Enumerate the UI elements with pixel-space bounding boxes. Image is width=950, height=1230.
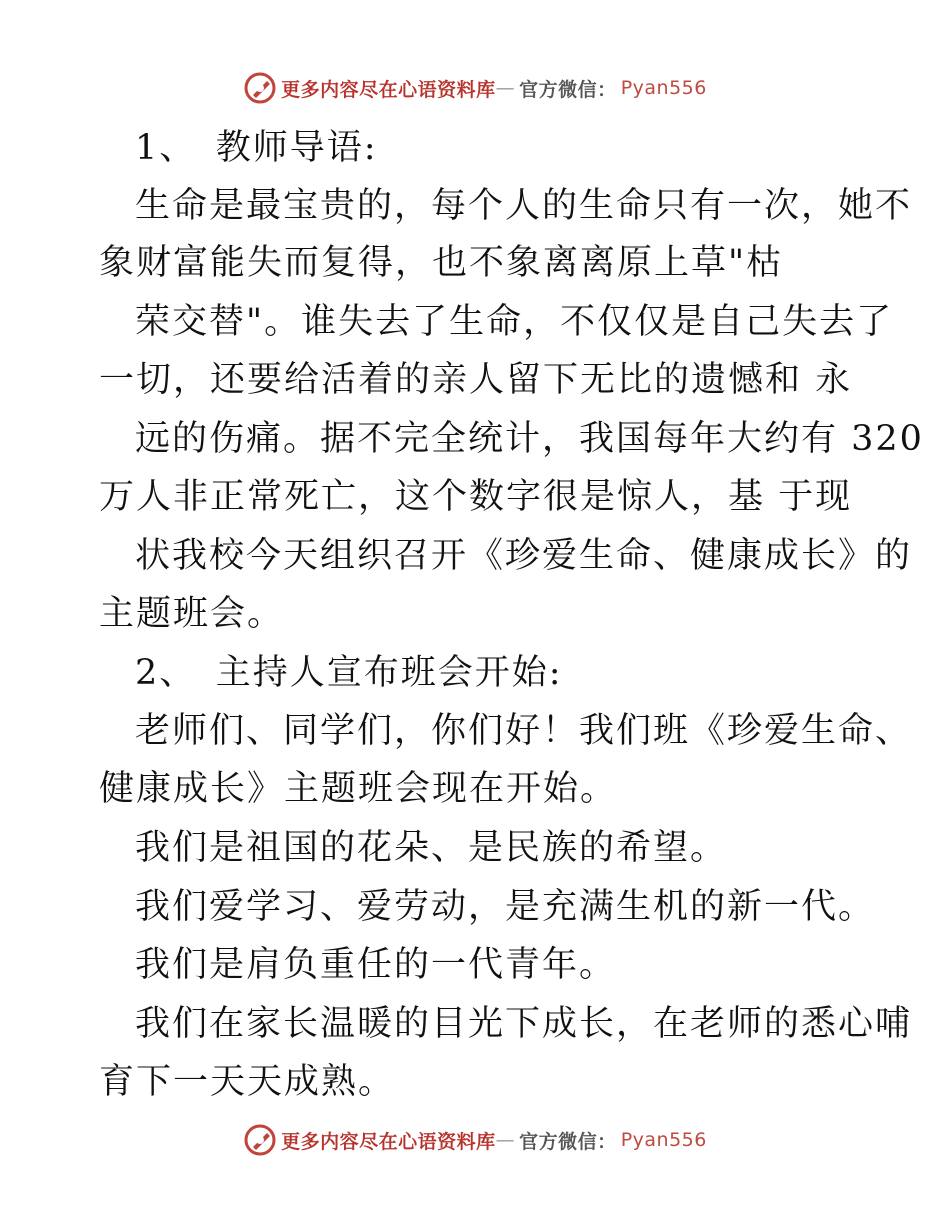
heading-teacher-intro: 1、 教师导语: bbox=[135, 128, 378, 168]
banner-separator: — bbox=[495, 77, 516, 99]
logo-icon bbox=[243, 1123, 277, 1157]
paragraph-line: 状我校今天组织召开《珍爱生命、健康成长》的 bbox=[135, 536, 913, 576]
paragraph-line: 我们爱学习、爱劳动，是充满生机的新一代。 bbox=[135, 887, 876, 927]
paragraph-line: 健康成长》主题班会现在开始。 bbox=[99, 769, 618, 809]
banner-id: Pyan556 bbox=[620, 77, 707, 99]
paragraph-line: 远的伤痛。据不完全统计，我国每年大约有 320 bbox=[135, 419, 924, 459]
banner-label: 官方微信： bbox=[519, 1130, 617, 1153]
paragraph-line: 一切，还要给活着的亲人留下无比的遗憾和 永 bbox=[99, 360, 853, 400]
banner-label: 官方微信： bbox=[519, 78, 617, 101]
paragraph-line: 我们在家长温暖的目光下成长，在老师的悉心哺 bbox=[135, 1004, 913, 1044]
paragraph-line: 我们是祖国的花朵、是民族的希望。 bbox=[135, 828, 728, 868]
paragraph-line: 主题班会。 bbox=[99, 594, 285, 634]
footer-watermark bbox=[0, 1120, 950, 1160]
paragraph-line: 老师们、同学们，你们好！我们班《珍爱生命、 bbox=[135, 711, 913, 751]
paragraph-line: 我们是肩负重任的一代青年。 bbox=[135, 945, 617, 985]
paragraph-line: 象财富能失而复得，也不象离离原上草"枯 bbox=[99, 243, 784, 283]
paragraph-line: 育下一天天成熟。 bbox=[99, 1062, 396, 1102]
heading-host-announce: 2、 主持人宣布班会开始: bbox=[135, 653, 563, 693]
banner-separator: — bbox=[495, 1129, 516, 1151]
banner-main-text: 更多内容尽在心语资料库 bbox=[281, 78, 496, 101]
logo-icon bbox=[243, 71, 277, 105]
paragraph-line: 万人非正常死亡，这个数字很是惊人，基 于现 bbox=[99, 477, 853, 517]
banner-id: Pyan556 bbox=[620, 1129, 707, 1151]
header-watermark bbox=[0, 68, 950, 108]
paragraph-line: 荣交替"。谁失去了生命，不仅仅是自己失去了 bbox=[135, 302, 894, 342]
paragraph-line: 生命是最宝贵的，每个人的生命只有一次，她不 bbox=[135, 186, 913, 226]
banner-main-text: 更多内容尽在心语资料库 bbox=[281, 1130, 496, 1153]
